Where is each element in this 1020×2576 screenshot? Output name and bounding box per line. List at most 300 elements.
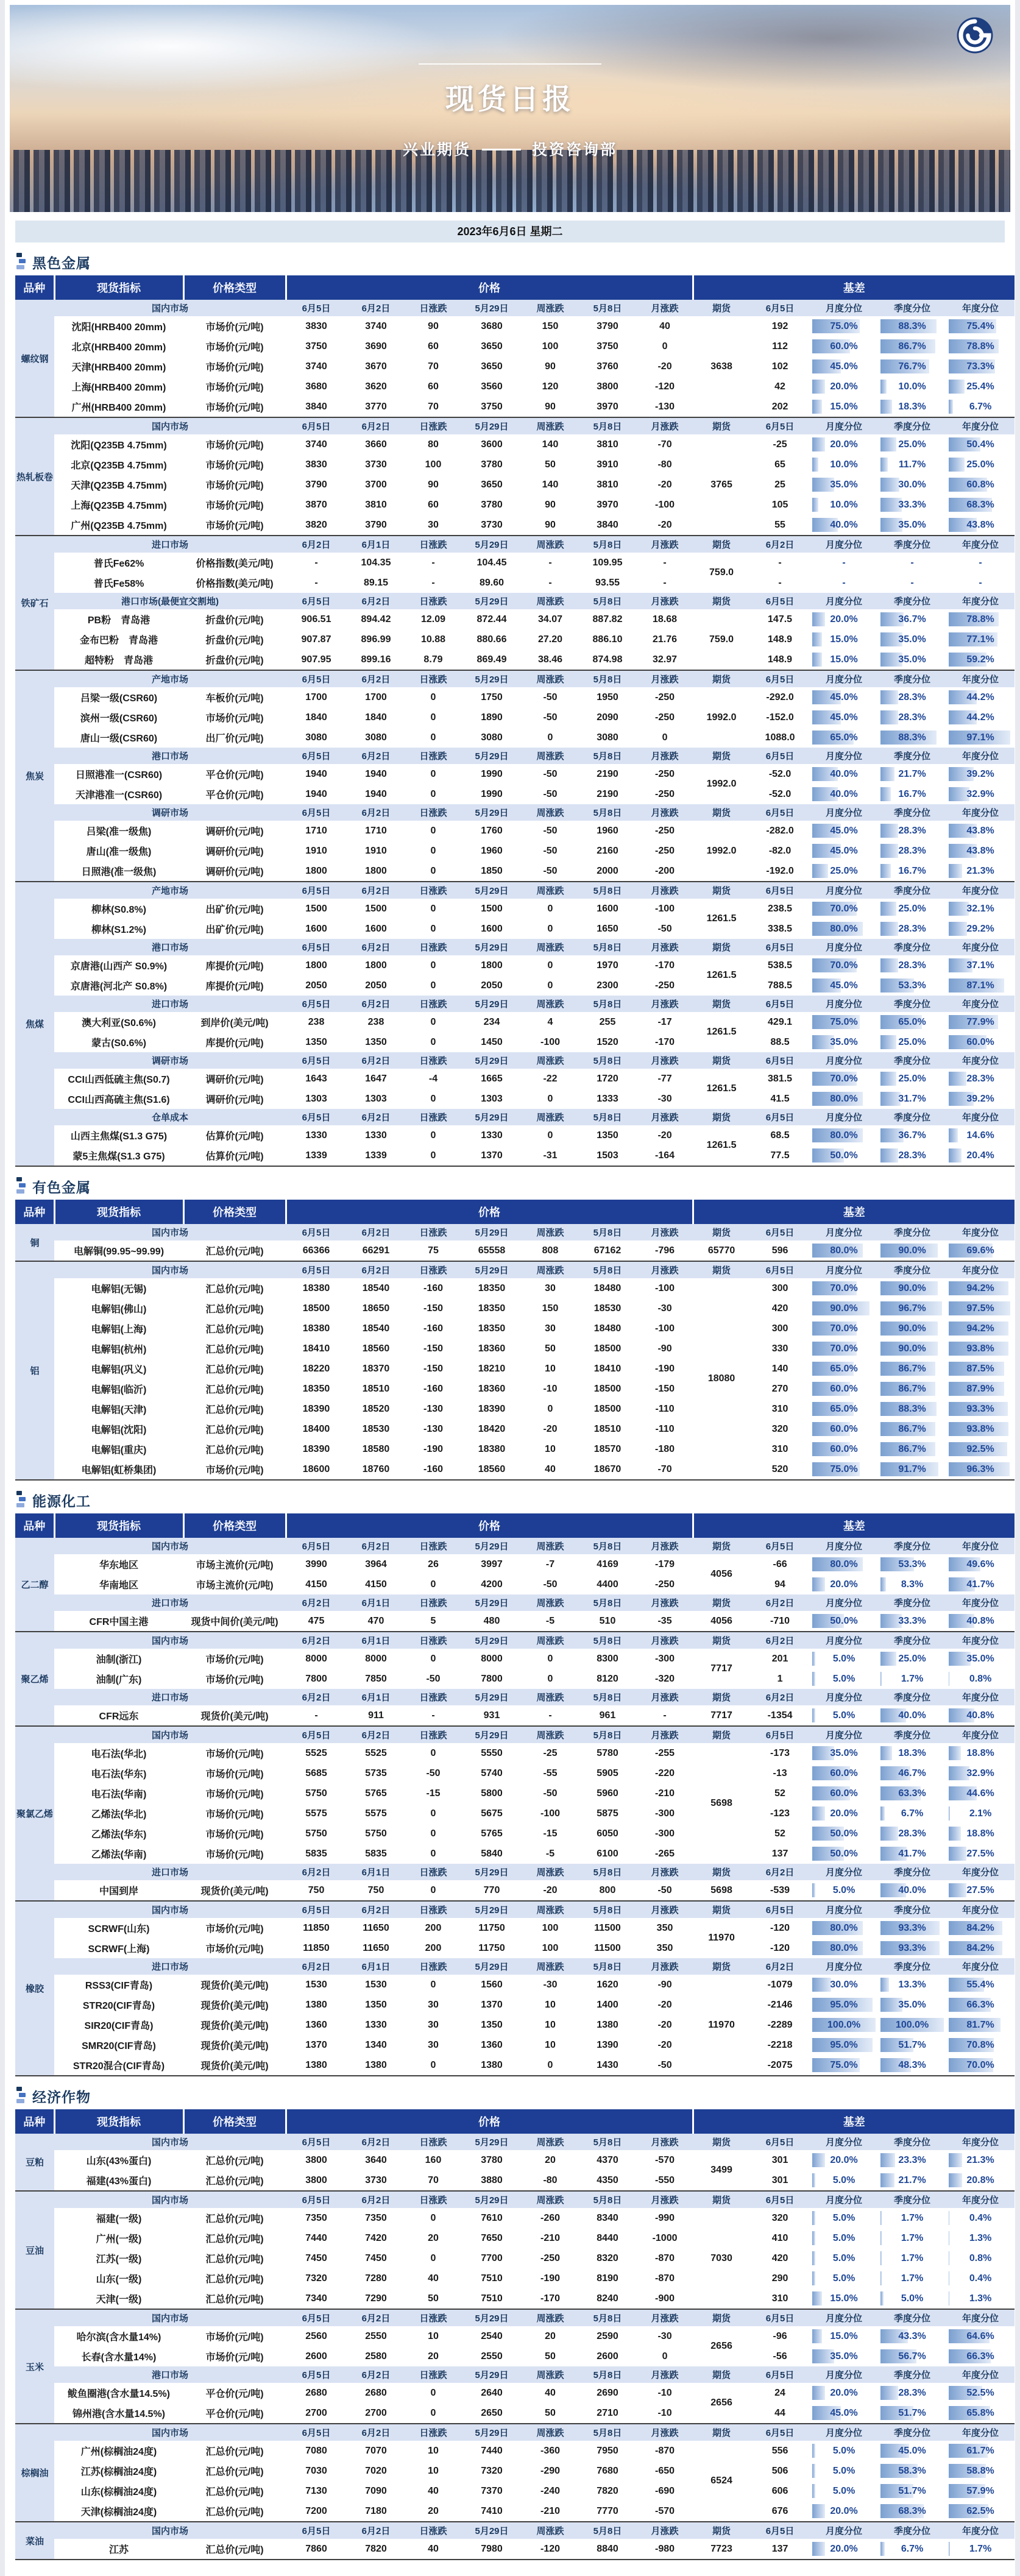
market-subheader-row <box>15 593 1015 609</box>
table-header-row <box>15 275 1015 300</box>
subheader-label: 5月29日 <box>461 1261 522 1278</box>
percentile-cell <box>946 515 1015 536</box>
price-cell: 32.97 <box>637 649 693 670</box>
percentile-value: 8.3% <box>901 1579 923 1590</box>
indicator-cell: 滨州一级(CSR60) <box>54 707 183 727</box>
price-cell: 18480 <box>578 1278 637 1298</box>
percentile-value: 55.4% <box>966 1980 994 1990</box>
price-cell: -30 <box>522 1975 578 1995</box>
price-cell: 7320 <box>461 2461 522 2481</box>
price-cell: 18600 <box>286 1459 347 1480</box>
subheader-label: 年度分位 <box>946 748 1015 764</box>
subheader-label: 季度分位 <box>878 417 946 434</box>
subheader-label: 季度分位 <box>878 996 946 1012</box>
price-cell: 1700 <box>347 687 405 707</box>
subheader-label: 6月5日 <box>286 1109 347 1125</box>
percentile-value: 60.0% <box>830 341 857 352</box>
percentile-value: 51.7% <box>898 2408 926 2418</box>
price-cell: 60 <box>405 495 461 515</box>
price-cell: 18650 <box>347 1298 405 1318</box>
subheader-label: 日涨跌 <box>405 1224 461 1240</box>
basis-cell: -52.0 <box>750 764 810 784</box>
subheader-label: 6月1日 <box>347 1864 405 1880</box>
variety-label: 焦煤 <box>15 882 54 1166</box>
price-type-cell: 汇总价(元/吨) <box>183 2441 286 2461</box>
price-cell: 7370 <box>461 2481 522 2501</box>
price-cell: 1620 <box>578 1975 637 1995</box>
percentile-cell <box>878 2441 946 2461</box>
percentile-cell <box>878 2501 946 2522</box>
basis-cell: 55 <box>750 515 810 536</box>
price-cell: 0 <box>405 975 461 996</box>
table-row <box>15 975 1015 996</box>
section-bullet-icon <box>15 1491 27 1509</box>
price-cell: 7290 <box>347 2288 405 2309</box>
basis-cell: 270 <box>750 1379 810 1399</box>
subheader-label: 日涨跌 <box>405 670 461 687</box>
percentile-bar <box>812 498 818 512</box>
price-type-cell: 市场价(元/吨) <box>183 1783 286 1803</box>
price-cell: 2650 <box>461 2403 522 2424</box>
market-name: 进口市场 <box>54 1594 286 1611</box>
price-cell: 5780 <box>578 1743 637 1763</box>
subheader-label: 日涨跌 <box>405 882 461 899</box>
percentile-cell <box>878 1783 946 1803</box>
percentile-bar <box>812 2251 815 2265</box>
variety-label: 铜 <box>15 1224 54 1261</box>
percentile-value: 32.9% <box>966 789 994 799</box>
price-cell: -870 <box>637 2268 693 2288</box>
percentile-bar <box>880 710 898 724</box>
indicator-cell: 华东地区 <box>54 1554 183 1574</box>
price-cell: 10 <box>522 1439 578 1459</box>
subheader-label: 日涨跌 <box>405 300 461 316</box>
subheader-label: 5月29日 <box>461 882 522 899</box>
percentile-cell <box>810 1419 878 1439</box>
price-cell: 1500 <box>347 899 405 919</box>
header-col-indicator: 现货指标 <box>54 1513 183 1538</box>
percentile-cell <box>946 1938 1015 1958</box>
percentile-cell <box>810 899 878 919</box>
subheader-label: 日涨跌 <box>405 2366 461 2383</box>
percentile-cell <box>878 2208 946 2228</box>
futures-price-cell: 1261.5 <box>693 1125 750 1166</box>
price-cell: 7420 <box>347 2228 405 2248</box>
price-cell: 18400 <box>286 1419 347 1439</box>
subheader-label: 5月8日 <box>578 1958 637 1975</box>
basis-cell: 105 <box>750 495 810 515</box>
market-subheader-row <box>15 996 1015 1012</box>
percentile-value: 95.0% <box>830 2000 857 2010</box>
subheader-label: 期货 <box>693 417 750 434</box>
header-col-group-basis: 基差 <box>693 2109 1015 2134</box>
price-cell: -20 <box>637 475 693 495</box>
subheader-label: 年度分位 <box>946 536 1015 553</box>
percentile-value: 11.7% <box>899 459 926 470</box>
price-cell: 3800 <box>286 2170 347 2191</box>
price-cell: 30 <box>522 1318 578 1339</box>
percentile-bar <box>949 1883 966 1897</box>
price-cell: 75 <box>405 1240 461 1261</box>
price-cell: -20 <box>522 1419 578 1439</box>
percentile-cell <box>878 336 946 356</box>
table-row <box>15 336 1015 356</box>
percentile-value: 10.0% <box>830 500 857 510</box>
percentile-cell <box>878 2461 946 2481</box>
price-cell: 18390 <box>286 1399 347 1419</box>
price-type-cell: 汇总价(元/吨) <box>183 1379 286 1399</box>
price-type-cell: 汇总价(元/吨) <box>183 1399 286 1419</box>
price-cell: 1720 <box>578 1069 637 1089</box>
price-cell: 20 <box>522 2326 578 2346</box>
table-row <box>15 2346 1015 2366</box>
table-row <box>15 1669 1015 1689</box>
subheader-label: 6月5日 <box>750 2191 810 2208</box>
percentile-bar <box>880 2173 894 2187</box>
percentile-cell <box>946 397 1015 417</box>
price-cell: 7510 <box>461 2288 522 2309</box>
market-subheader-row <box>15 1224 1015 1240</box>
percentile-cell <box>810 1880 878 1901</box>
price-cell: 1370 <box>461 1145 522 1166</box>
price-cell: 896.99 <box>347 629 405 649</box>
percentile-value: 97.5% <box>966 1303 994 1314</box>
subheader-label: 周涨跌 <box>522 1726 578 1743</box>
percentile-value: 69.6% <box>966 1245 994 1256</box>
price-cell: 470 <box>347 1611 405 1632</box>
price-cell: 18570 <box>578 1439 637 1459</box>
table-row <box>15 573 1015 593</box>
price-type-cell: 汇总价(元/吨) <box>183 2461 286 2481</box>
subheader-label: 6月5日 <box>286 2424 347 2441</box>
subheader-label: 6月2日 <box>347 2191 405 2208</box>
price-cell: 3840 <box>286 397 347 417</box>
price-cell: 1990 <box>461 784 522 804</box>
price-cell: 0 <box>405 764 461 784</box>
subheader-label: 月度分位 <box>810 1901 878 1918</box>
subheader-label: 月度分位 <box>810 1261 878 1278</box>
price-cell: -10 <box>522 1379 578 1399</box>
percentile-cell <box>946 727 1015 748</box>
price-cell: 89.60 <box>461 573 522 593</box>
percentile-value: 28.3% <box>898 692 926 702</box>
price-cell: 67162 <box>578 1240 637 1261</box>
data-table-cash-crops <box>15 2109 1015 2560</box>
percentile-value: 70.0% <box>830 1074 857 1084</box>
price-cell: 7450 <box>286 2248 347 2268</box>
price-cell: -980 <box>637 2539 693 2560</box>
percentile-value: 35.0% <box>898 634 926 645</box>
percentile-cell <box>810 2015 878 2035</box>
percentile-value: 1.7% <box>969 2544 991 2554</box>
price-cell: 104.45 <box>461 553 522 573</box>
percentile-value: 33.3% <box>898 500 926 510</box>
percentile-value: 76.7% <box>898 361 926 372</box>
percentile-cell <box>946 687 1015 707</box>
percentile-cell <box>810 2461 878 2481</box>
price-cell: 1303 <box>461 1089 522 1109</box>
price-cell: 5740 <box>461 1763 522 1783</box>
percentile-cell <box>946 1359 1015 1379</box>
price-type-cell: 市场价(元/吨) <box>183 515 286 536</box>
indicator-cell: 乙烯法(华北) <box>54 1803 183 1824</box>
indicator-cell: 电解铝(重庆) <box>54 1439 183 1459</box>
percentile-cell <box>810 2288 878 2309</box>
percentile-cell <box>810 2170 878 2191</box>
percentile-bar <box>880 787 891 801</box>
percentile-value: 20.0% <box>830 381 857 392</box>
percentile-value: 90.0% <box>830 1303 857 1314</box>
price-cell: 1380 <box>286 1995 347 2015</box>
price-cell: -190 <box>637 1359 693 1379</box>
price-cell: -690 <box>637 2481 693 2501</box>
basis-cell: -2146 <box>750 1995 810 2015</box>
header-col-variety: 品种 <box>15 275 54 300</box>
percentile-cell <box>810 1824 878 1844</box>
percentile-cell <box>810 2208 878 2228</box>
basis-cell: -25 <box>750 434 810 455</box>
price-cell: 1503 <box>578 1145 637 1166</box>
price-type-cell: 汇总价(元/吨) <box>183 2501 286 2522</box>
percentile-value: 70.0% <box>830 1323 857 1334</box>
subheader-label: 季度分位 <box>878 670 946 687</box>
basis-cell: 41.5 <box>750 1089 810 1109</box>
price-cell: 0 <box>637 2346 693 2366</box>
percentile-value: 41.7% <box>966 1579 994 1590</box>
indicator-cell: 北京(HRB400 20mm) <box>54 336 183 356</box>
basis-cell: -292.0 <box>750 687 810 707</box>
price-cell: 0 <box>522 955 578 975</box>
subheader-label: 6月2日 <box>286 536 347 553</box>
price-cell: -50 <box>522 841 578 861</box>
price-cell: 7800 <box>286 1669 347 1689</box>
price-type-cell: 市场价(元/吨) <box>183 1824 286 1844</box>
price-cell: - <box>286 573 347 593</box>
indicator-cell: 电解铜(99.95~99.99) <box>54 1240 183 1261</box>
price-cell: 808 <box>522 1240 578 1261</box>
header-col-price-type: 价格类型 <box>183 275 286 300</box>
percentile-cell <box>878 2539 946 2560</box>
subheader-label: 期货 <box>693 2134 750 2150</box>
percentile-cell <box>946 2150 1015 2170</box>
subheader-label: 周涨跌 <box>522 748 578 764</box>
percentile-cell <box>878 649 946 670</box>
basis-cell: -82.0 <box>750 841 810 861</box>
percentile-value: 43.8% <box>966 520 994 530</box>
subheader-label: 6月2日 <box>286 1958 347 1975</box>
subheader-label: 月涨跌 <box>637 1689 693 1705</box>
price-type-cell: 汇总价(元/吨) <box>183 1339 286 1359</box>
percentile-value: 90.0% <box>898 1343 926 1354</box>
subheader-label: 期货 <box>693 1632 750 1649</box>
price-cell: 10 <box>522 2015 578 2035</box>
subheader-label: 期货 <box>693 1109 750 1125</box>
price-cell: 4370 <box>578 2150 637 2170</box>
subheader-label: 周涨跌 <box>522 996 578 1012</box>
price-cell: 0 <box>522 975 578 996</box>
percentile-value: 49.6% <box>966 1559 994 1569</box>
percentile-value: 80.0% <box>830 924 857 934</box>
indicator-cell: 山东(棕榈油24度) <box>54 2481 183 2501</box>
table-row <box>15 1278 1015 1298</box>
percentile-value: 73.3% <box>966 361 994 372</box>
price-cell: - <box>637 1705 693 1726</box>
subheader-label: 5月29日 <box>461 2366 522 2383</box>
price-type-cell: 调研价(元/吨) <box>183 841 286 861</box>
price-cell: 1380 <box>347 2055 405 2076</box>
percentile-cell <box>878 687 946 707</box>
subheader-label: 季度分位 <box>878 300 946 316</box>
price-cell: 8000 <box>347 1649 405 1669</box>
price-cell: 90 <box>522 356 578 377</box>
price-cell: 7440 <box>286 2228 347 2248</box>
price-cell: -100 <box>637 495 693 515</box>
indicator-cell: 江苏(棕榈油24度) <box>54 2461 183 2481</box>
price-type-cell: 汇总价(元/吨) <box>183 1240 286 1261</box>
basis-cell: 1088.0 <box>750 727 810 748</box>
price-cell: 90 <box>405 475 461 495</box>
subheader-label: 6月5日 <box>750 2134 810 2150</box>
price-cell: 0 <box>405 2248 461 2268</box>
percentile-value: 28.3% <box>898 846 926 856</box>
price-cell: 5525 <box>347 1743 405 1763</box>
indicator-cell: 沈阳(Q235B 4.75mm) <box>54 434 183 455</box>
price-cell: - <box>637 573 693 593</box>
price-type-cell: 调研价(元/吨) <box>183 861 286 882</box>
percentile-cell <box>946 1574 1015 1594</box>
price-type-cell: 现货价(美元/吨) <box>183 1705 286 1726</box>
price-cell: -30 <box>637 2326 693 2346</box>
percentile-cell <box>810 629 878 649</box>
table-row <box>15 1554 1015 1574</box>
basis-cell: 44 <box>750 2403 810 2424</box>
price-cell: 0 <box>405 899 461 919</box>
percentile-value: 40.0% <box>830 789 857 799</box>
basis-cell: -120 <box>750 1918 810 1938</box>
percentile-cell <box>878 2481 946 2501</box>
price-cell: 20 <box>405 2501 461 2522</box>
brand-logo-icon <box>955 16 994 55</box>
percentile-value: 21.7% <box>898 2175 926 2185</box>
percentile-value: 20.0% <box>830 439 857 450</box>
subheader-label: 日涨跌 <box>405 2191 461 2208</box>
subheader-label: 5月29日 <box>461 1594 522 1611</box>
price-cell: -25 <box>522 1743 578 1763</box>
percentile-cell <box>878 397 946 417</box>
percentile-cell <box>946 336 1015 356</box>
price-cell: 60 <box>405 336 461 356</box>
price-cell: 1850 <box>461 861 522 882</box>
subheader-label: 5月29日 <box>461 2424 522 2441</box>
table-row <box>15 1880 1015 1901</box>
subheader-label: 期货 <box>693 1726 750 1743</box>
price-type-cell: 调研价(元/吨) <box>183 1069 286 1089</box>
subheader-label: 日涨跌 <box>405 1726 461 1743</box>
section-header <box>15 1487 1005 1513</box>
percentile-value: 18.3% <box>898 1748 926 1758</box>
basis-cell: -52.0 <box>750 784 810 804</box>
price-cell: 1560 <box>461 1975 522 1995</box>
price-type-cell: 市场价(元/吨) <box>183 336 286 356</box>
basis-cell: 290 <box>750 2268 810 2288</box>
price-cell: 50 <box>522 455 578 475</box>
percentile-value: 16.7% <box>898 789 926 799</box>
subheader-label: 年度分位 <box>946 1109 1015 1125</box>
percentile-cell <box>810 2481 878 2501</box>
price-cell: 1330 <box>347 2015 405 2035</box>
percentile-cell <box>878 434 946 455</box>
subheader-label: 年度分位 <box>946 1689 1015 1705</box>
percentile-value: 68.3% <box>966 500 994 510</box>
price-cell: 3840 <box>578 515 637 536</box>
basis-cell: 137 <box>750 1844 810 1864</box>
table-row <box>15 2248 1015 2268</box>
subheader-label: 日涨跌 <box>405 996 461 1012</box>
percentile-value: 60.0% <box>830 1384 857 1394</box>
price-type-cell: 市场价(元/吨) <box>183 1743 286 1763</box>
price-cell: 1339 <box>347 1145 405 1166</box>
subheader-label: 季度分位 <box>878 536 946 553</box>
futures-price-cell: 1992.0 <box>693 821 750 882</box>
percentile-cell <box>946 455 1015 475</box>
basis-cell: 102 <box>750 356 810 377</box>
indicator-cell: 电解铝(沈阳) <box>54 1419 183 1439</box>
price-cell: -50 <box>522 861 578 882</box>
subheader-label: 5月8日 <box>578 1726 637 1743</box>
subheader-label: 月涨跌 <box>637 536 693 553</box>
percentile-value: 25.0% <box>898 439 926 450</box>
price-type-cell: 汇总价(元/吨) <box>183 2248 286 2268</box>
table-row <box>15 2170 1015 2191</box>
price-cell: 20 <box>522 2150 578 2170</box>
market-name: 进口市场 <box>54 1864 286 1880</box>
subheader-label: 季度分位 <box>878 2309 946 2326</box>
table-row <box>15 1012 1015 1032</box>
table-row <box>15 821 1015 841</box>
price-cell: 0 <box>405 1649 461 1669</box>
subheader-label: 周涨跌 <box>522 1594 578 1611</box>
percentile-bar <box>812 2153 825 2167</box>
percentile-bar <box>880 2251 882 2265</box>
subheader-label: 6月5日 <box>286 2134 347 2150</box>
price-cell: 1665 <box>461 1069 522 1089</box>
percentile-cell <box>946 2481 1015 2501</box>
price-cell: 7450 <box>347 2248 405 2268</box>
percentile-bar <box>880 767 894 781</box>
header-col-price-type: 价格类型 <box>183 1513 286 1538</box>
subheader-label: 年度分位 <box>946 804 1015 821</box>
price-cell: 899.16 <box>347 649 405 670</box>
subheader-label: 5月29日 <box>461 1901 522 1918</box>
percentile-value: 44.2% <box>966 712 994 723</box>
price-cell: -160 <box>405 1459 461 1480</box>
percentile-cell <box>946 475 1015 495</box>
table-row <box>15 2035 1015 2055</box>
subheader-label: 周涨跌 <box>522 939 578 955</box>
percentile-value: 65.0% <box>898 1017 926 1027</box>
percentile-cell <box>946 899 1015 919</box>
price-cell: -15 <box>522 1824 578 1844</box>
table-row <box>15 1379 1015 1399</box>
percentile-value: 25.0% <box>830 866 857 876</box>
percentile-cell <box>810 1012 878 1032</box>
subheader-label: 5月8日 <box>578 882 637 899</box>
subheader-label: 日涨跌 <box>405 2424 461 2441</box>
subheader-label: 年度分位 <box>946 882 1015 899</box>
percentile-cell <box>946 2055 1015 2076</box>
table-row <box>15 553 1015 573</box>
basis-cell: 606 <box>750 2481 810 2501</box>
